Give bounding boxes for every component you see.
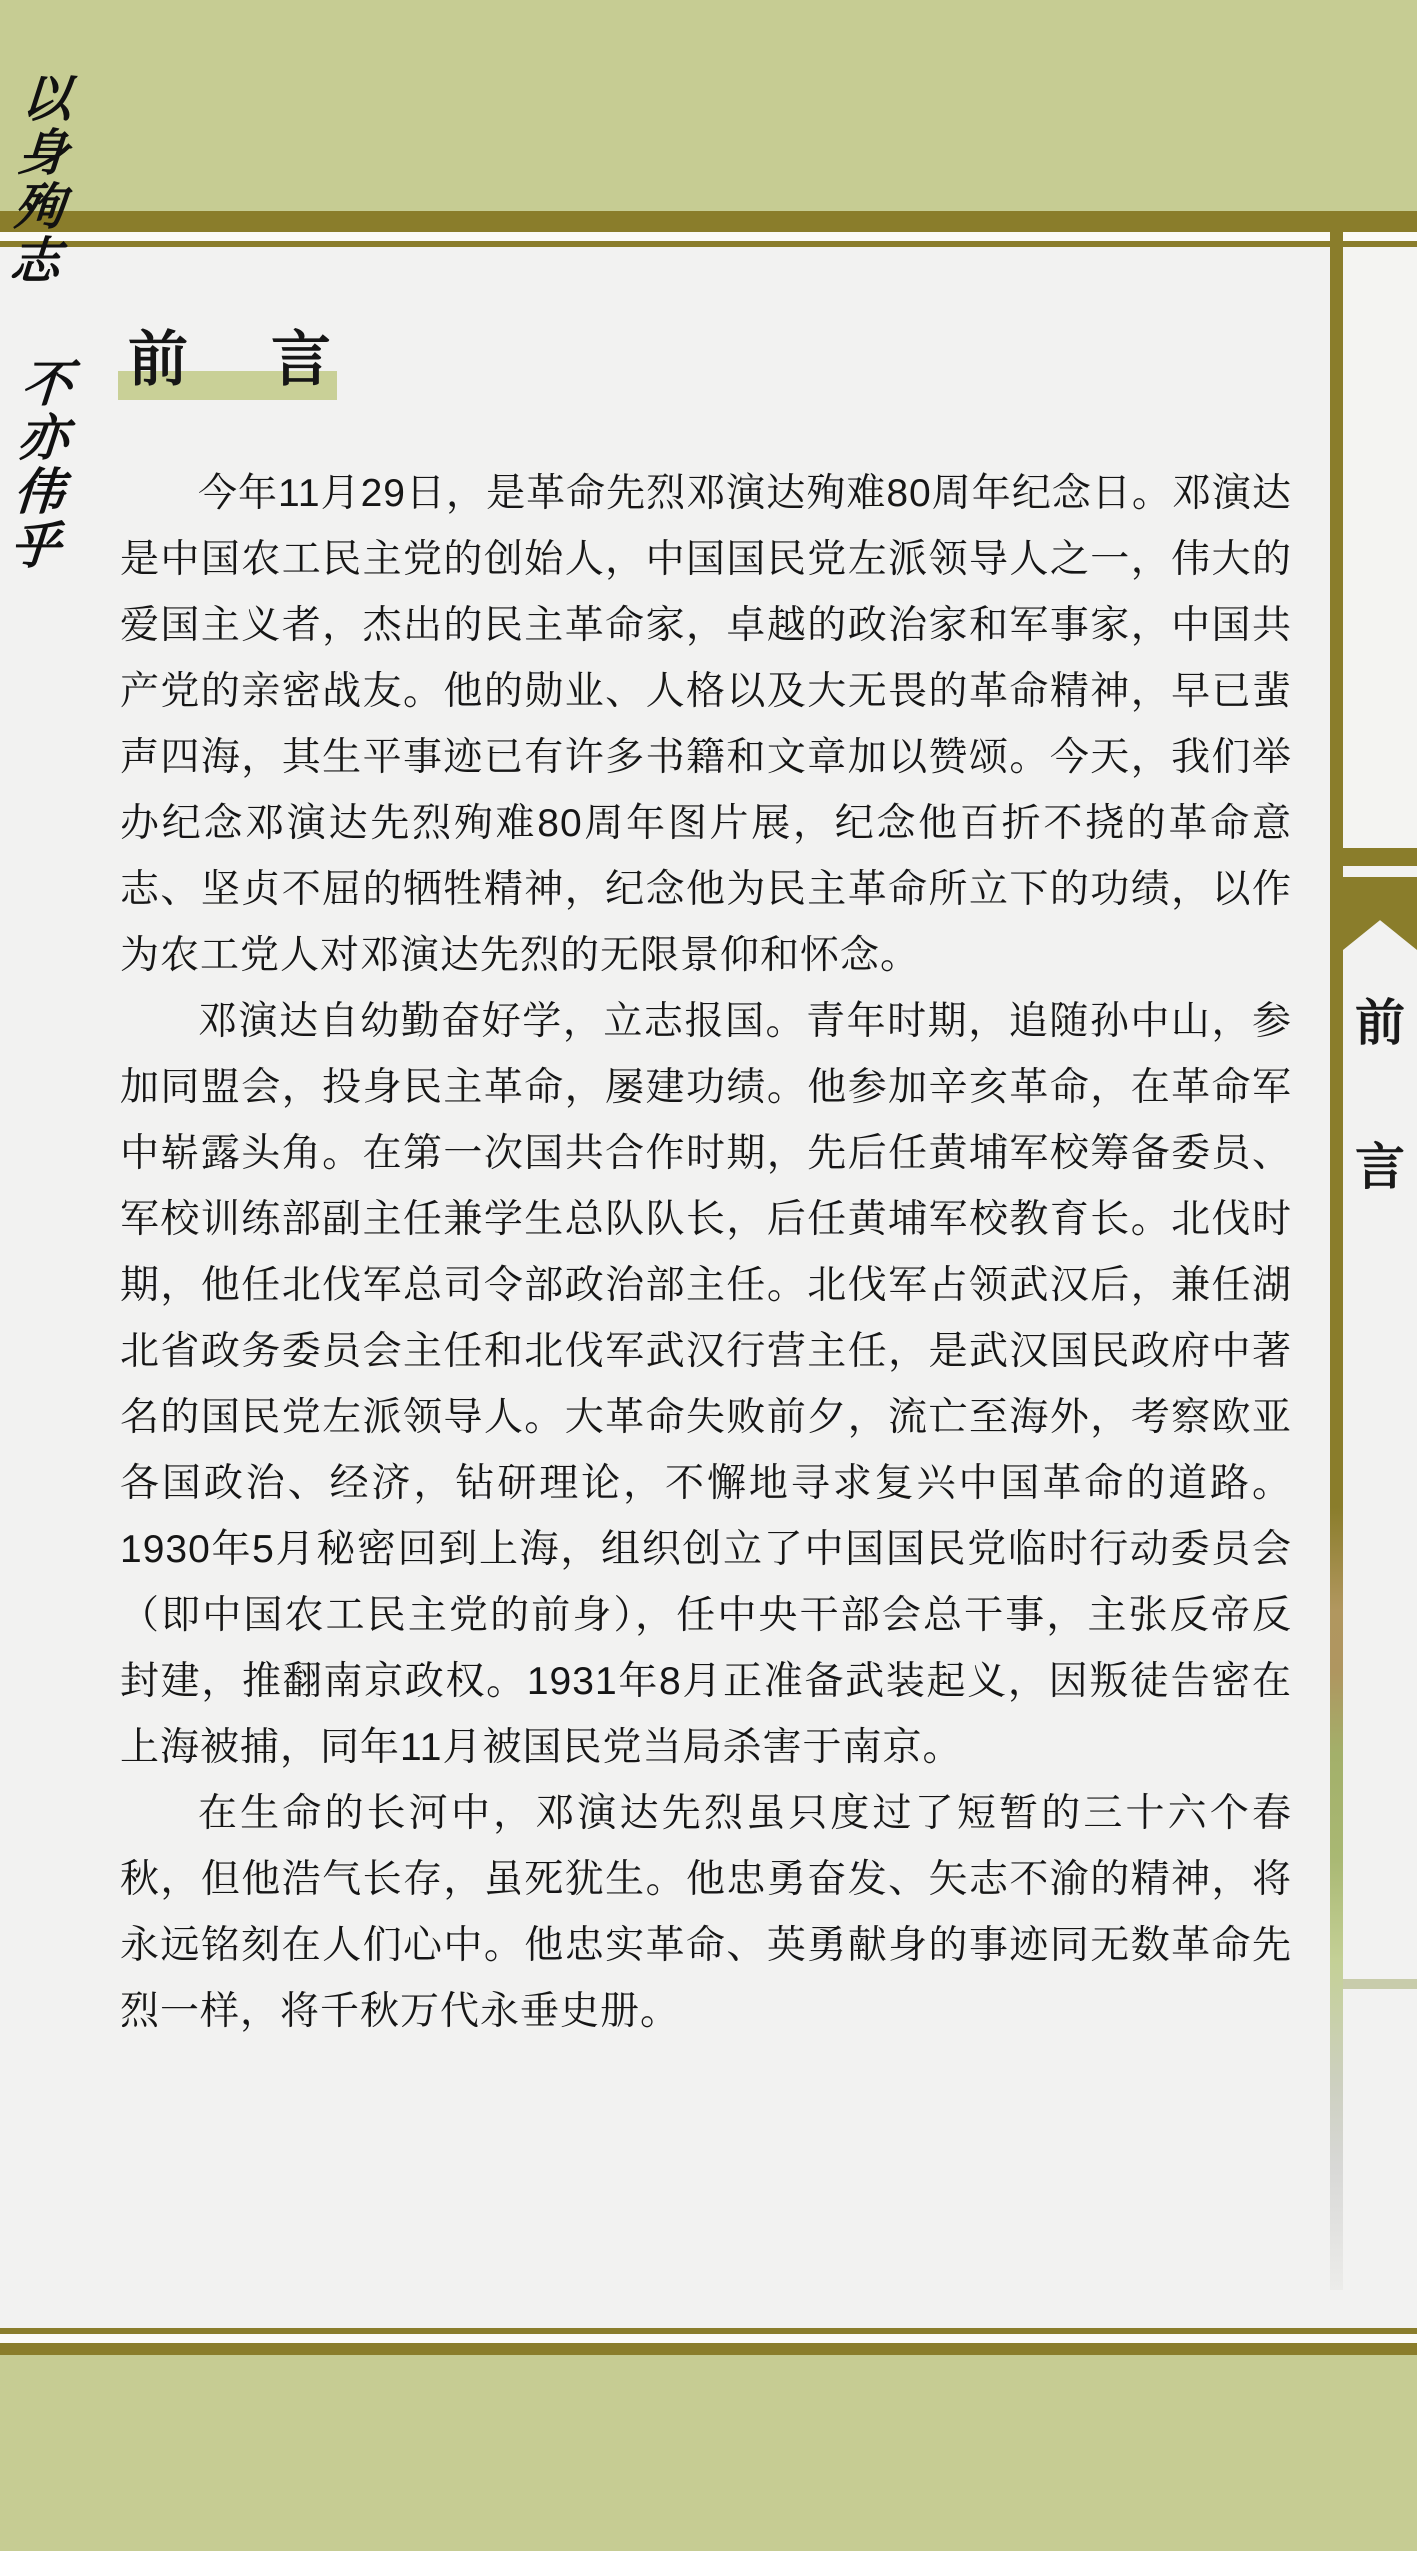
bottom-white-strip — [0, 2334, 1417, 2343]
bottom-olive-band — [0, 2343, 1417, 2355]
calligraphy-panel-bottom-bar — [1343, 848, 1417, 866]
title-char-qian: 前 — [128, 326, 188, 393]
chapter-tab-char-qian: 前 — [1355, 995, 1405, 1051]
top-white-strip — [0, 232, 1417, 241]
body-paragraph-3: 在生命的长河中，邓演达先烈虽只度过了短暂的三十六个春秋，但他浩气长存，虽死犹生。他忠勇奋发、矢志不渝的精神，将永远铭刻在人们心中。他忠实革命、英勇献身的事迹同无数革命先烈一样，将千秋万代永垂史册。 — [120, 1792, 1292, 2033]
top-khaki-band — [0, 0, 1417, 211]
body-paragraph-1: 今年11月29日，是革命先烈邓演达殉难80周年纪念日。邓演达是中国农工民主党的创始人，中国国民党左派领导人之一，伟大的爱国主义者，杰出的民主革命家，卓越的政治家和军事家，中国共产党的亲密战友。他的勋业、人格以及大无畏的革命精神，早已蜚声四海，其生平事迹已有许多书籍和文章加以赞颂。今天，我们举办纪念邓演达先烈殉难80周年图片展，纪念他百折不挠的革命意志、坚贞不屈的牺牲精神，纪念他为民主革命所立下的功绩，以作为农工党人对邓演达先烈的无限景仰和怀念。 — [120, 472, 1292, 977]
title-char-yan: 言 — [271, 326, 331, 393]
chapter-tab-char-yan: 言 — [1355, 1139, 1405, 1195]
top-olive-band — [0, 211, 1417, 232]
top-rule-line — [0, 241, 1417, 247]
calligraphy-inscription-line2: 不亦伟乎 — [1, 357, 73, 573]
sidebar-divider-line — [1330, 230, 1343, 2290]
bottom-khaki-band — [0, 2355, 1417, 2551]
sidebar-accent-line — [1343, 1979, 1417, 1989]
calligraphy-inscription-line1: 以身殉志 — [1, 72, 73, 288]
page-title — [127, 328, 332, 392]
body-paragraph-2: 邓演达自幼勤奋好学，立志报国。青年时期，追随孙中山，参加同盟会，投身民主革命，屡建功绩。他参加辛亥革命，在革命军中崭露头角。在第一次国共合作时期，先后任黄埔军校筹备委员、军校训练部副主任兼学生总队队长，后任黄埔军校教育长。北伐时期，他任北伐军总司令部政治部主任。北伐军占领武汉后，兼任湖北省政务委员会主任和北伐军武汉行营主任，是武汉国民政府中著名的国民党左派领导人。大革命失败前夕，流亡至海外，考察欧亚各国政治、经济，钻研理论，不懈地寻求复兴中国革命的道路。1930年5月秘密回到上海，组织创立了中国国民党临时行动委员会（即中国农工民主党的前身），任中央干部会总干事，主张反帝反封建，推翻南京政权。1931年8月正准备武装起义，因叛徒告密在上海被捕，同年11月被国民党当局杀害于南京。 — [120, 1000, 1292, 1769]
preface-body — [120, 461, 1292, 2045]
chapter-tab-ribbon — [1343, 877, 1417, 950]
calligraphy-panel — [1343, 247, 1417, 848]
